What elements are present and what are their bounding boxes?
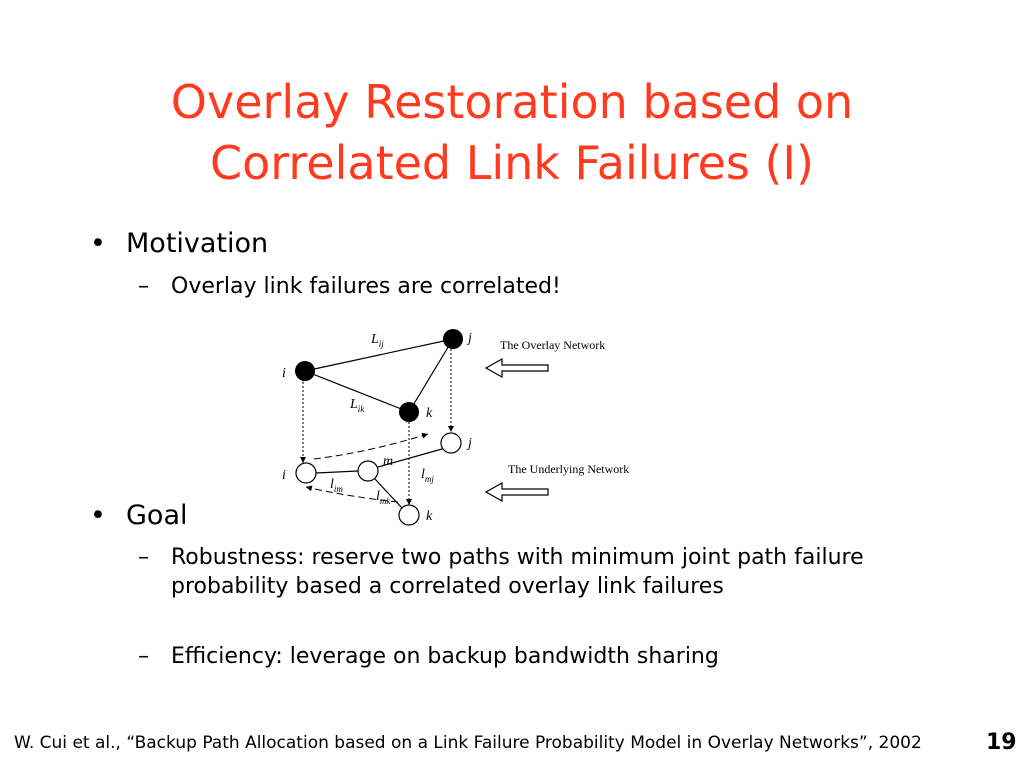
subitem-text: Robustness: reserve two paths with minimum joint path failure probability based a correlated overlay link failures	[171, 545, 864, 599]
underlying-network-label: The Underlying Network	[508, 462, 630, 476]
bullet-dot: •	[90, 500, 106, 531]
subitem-correlated	[138, 272, 928, 301]
link-label-Lik: $L_{ik}$	[350, 397, 365, 414]
link-label-lmk: $l_{mk}$	[376, 489, 391, 506]
overlay-link-jk	[409, 339, 453, 412]
underlay-label-j: j	[468, 436, 472, 451]
title-line-2: Correlated Link Failures (I)	[210, 136, 814, 190]
overlay-label-j: j	[468, 331, 472, 346]
overlay-pointer-arrow-icon	[486, 359, 548, 377]
overlay-label-k: k	[426, 406, 433, 421]
bullet-motivation	[90, 228, 268, 260]
underlay-node-j	[441, 433, 461, 453]
sub-dash: –	[138, 545, 149, 570]
overlay-node-k	[399, 402, 419, 422]
overlay-node-i	[295, 361, 315, 381]
network-diagram	[270, 322, 670, 532]
page-number: 19	[986, 730, 1017, 755]
underlay-label-k: k	[426, 509, 433, 524]
bullet-dot: •	[90, 228, 106, 259]
subitem-efficiency	[138, 642, 928, 671]
subitem-text: Efficiency: leverage on backup bandwidth sharing	[171, 644, 719, 669]
bullet-text: Goal	[126, 500, 188, 531]
underlay-label-m: m	[383, 454, 394, 469]
overlay-node-j	[443, 329, 463, 349]
sub-dash: –	[138, 644, 149, 669]
underlay-node-k	[399, 505, 419, 525]
slide-title	[40, 72, 984, 194]
overlay-label-i: i	[282, 366, 286, 381]
underlay-link-im	[316, 471, 358, 473]
bullet-text: Motivation	[126, 228, 269, 259]
sub-dash: –	[138, 274, 149, 299]
underlay-node-m	[358, 461, 378, 481]
overlay-network-label: The Overlay Network	[500, 338, 606, 352]
link-label-Lij: $L_{ij}$	[371, 332, 384, 349]
underlay-node-i	[296, 463, 316, 483]
subitem-robustness	[138, 543, 928, 601]
citation: W. Cui et al., “Backup Path Allocation based on a Link Failure Probability Model in Overlay Networks”, 2002	[14, 733, 922, 753]
subitem-text: Overlay link failures are correlated!	[171, 274, 561, 299]
underlay-pointer-arrow-icon	[486, 483, 548, 501]
title-line-1: Overlay Restoration based on	[170, 75, 854, 129]
path-arrow-upper	[314, 434, 428, 459]
link-label-lim: $l_{im}$	[330, 477, 343, 494]
underlay-label-i: i	[282, 468, 286, 483]
link-label-lmj: $l_{mj}$	[421, 467, 434, 484]
bullet-goal	[90, 500, 188, 532]
